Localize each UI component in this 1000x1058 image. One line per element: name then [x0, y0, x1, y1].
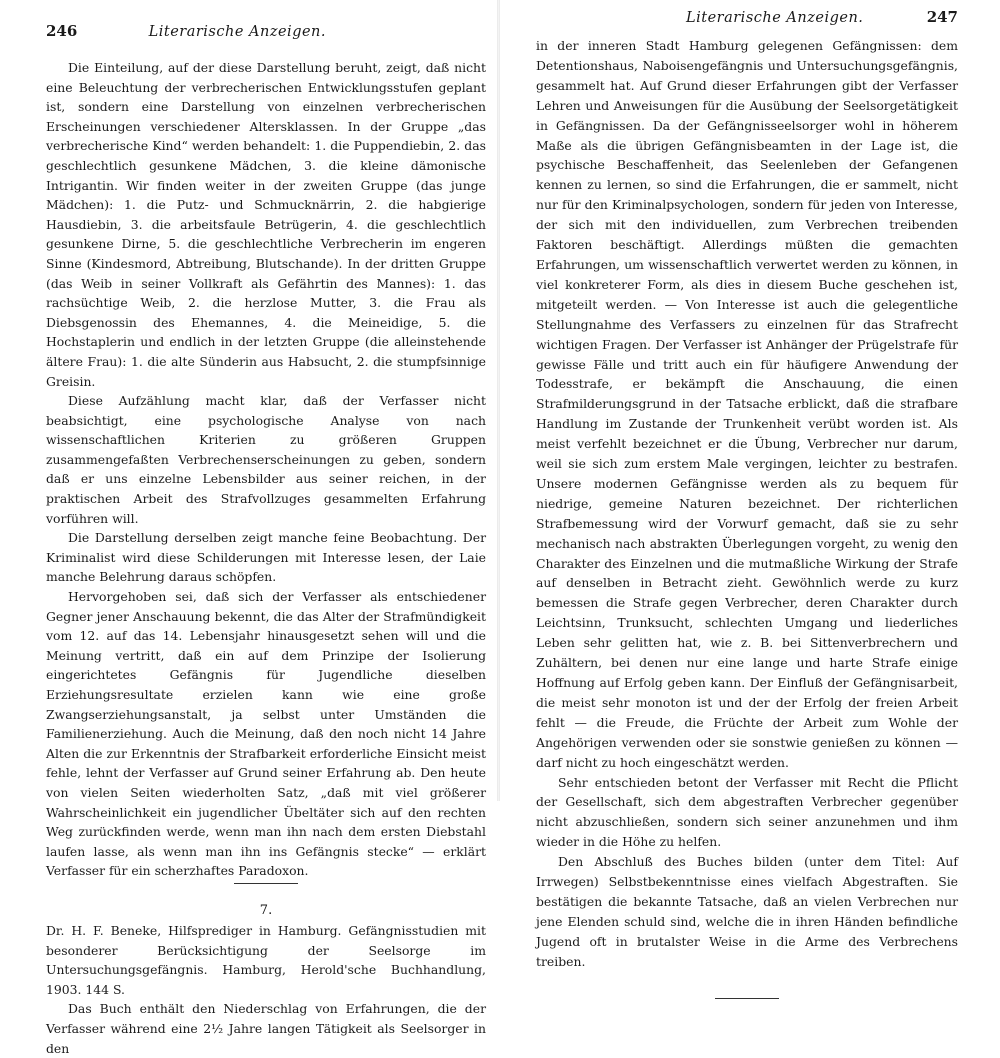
- right-page-number: 247: [926, 8, 958, 26]
- right-page-header: [536, 8, 958, 30]
- review-heading: Dr. H. F. Beneke, Hilfsprediger in Hamburg. Gefängnisstudien mit besonderer Berücksichtigung der Seelsorge im Untersuchungsgefängnis. Hamburg, Herold'sche Buchhandlung, 1903. 144 S.: [46, 922, 486, 997]
- left-page-header: [46, 22, 486, 44]
- right-paragraph-2: Sehr entschieden betont der Verfasser mit Recht die Pflicht der Gesellschaft, sich dem abgestraften Verbrecher gegenüber nicht abzuschließen, sondern sich seiner anzunehmen und ihm wieder in die Höhe zu helfen.: [536, 774, 958, 850]
- left-running-head: Literarische Anzeigen.: [148, 24, 326, 40]
- right-paragraph-3: Den Abschluß des Buches bilden (unter dem Titel: Auf Irrwegen) Selbstbekenntnisse eines vielfach Abgestraften. Sie bestätigen die bekannte Tatsache, daß an vielen Verbrechen nur jene Elenden schuld sind, welche die in ihren Händen befindliche Jugend oft in brutalster Weise in die Arme des Verbrechens treiben.: [536, 854, 958, 969]
- left-paragraph-1: Die Einteilung, auf der diese Darstellung beruht, zeigt, daß nicht eine Beleuchtung der verbrecherischen Entwicklungsstufen geplant ist, sondern eine Darstellung von einzelnen verbrecherischen Erscheinungen verschiedener Altersklassen. In der Gruppe „das verbrecherische Kind“ werden behandelt: 1. die Puppendiebin, 2. das geschlechtlich gesunkene Mädchen, 3. die kleine dämonische Intrigantin. Wir finden weiter in der zweiten Gruppe (das junge Mädchen): 1. die Putz- und Schmucknärrin, 2. die habgierige Hausdiebin, 3. die arbeitsfaule Betrügerin, 4. die geschlechtlich gesunkene Dirne, 5. die geschlechtliche Verbrecherin im engeren Sinne (Kindesmord, Abtreibung, Blutschande). In der dritten Gruppe (das Weib in seiner Vollkraft als Gefährtin des Mannes): 1. das rachsüchtige Weib, 2. die herzlose Mutter, 3. die Frau als Diebsgenossin des Ehemannes, 4. die Meineidige, 5. die Hochstaplerin und endlich in der letzten Gruppe (die alleinstehende ältere Frau): 1. die alte Sünderin aus Habsucht, 2. die stumpfsinnige Greisin.: [46, 60, 486, 389]
- section-number: 7.: [259, 902, 273, 918]
- section-divider: [46, 883, 486, 897]
- right-running-head: Literarische Anzeigen.: [686, 10, 864, 26]
- left-closing-paragraph: Das Buch enthält den Niederschlag von Erfahrungen, die der Verfasser während eine 2½ Jahre langen Tätigkeit als Seelsorger in den: [46, 1001, 486, 1056]
- left-page: [0, 0, 500, 1056]
- right-paragraph-1: in der inneren Stadt Hamburg gelegenen Gefängnissen: dem Detentionshaus, Naboisengefängnis und Untersuchungsgefängnis, gesammelt hat. Auf Grund dieser Erfahrungen gibt der Verfasser Lehren und Anweisungen für die Ausübung der Seelsorgetätigkeit in Gefängnissen. Da der Gefängnisseelsorger wohl in höherem Maße als die übrigen Gefängnisbeamten in der Lage ist, die psychische Beschaffenheit, das Seelenleben der Gefangenen kennen zu lernen, so sind die Erfahrungen, die er sammelt, nicht nur für den Kriminalpsychologen, sondern für jeden von Interesse, der sich mit den individuellen, zum Verbrechen treibenden Faktoren beschäftigt. Allerdings müßten die gemachten Erfahrungen, um wissenschaftlich verwertet werden zu können, in viel konkreterer Form, als dies in diesem Buche geschehen ist, mitgeteilt werden. — Von Interesse ist auch die gelegentliche Stellungnahme des Verfassers zu einzelnen für das Strafrecht wichtigen Fragen. Der Verfasser ist Anhänger der Prügelstrafe für gewisse Fälle und tritt auch ein für häufigere Anwendung der Todesstrafe, er bekämpft die Anschauung, die einen Strafmilderungsgrund in der Tatsache erblickt, daß die strafbare Handlung im Zustande der Trunkenheit verübt worden ist. Als meist verfehlt bezeichnet er die Übung, Verbrecher nur darum, weil sie sich zum erstem Male vergingen, leichter zu bestrafen. Unsere modernen Gefängnisse werden als zu bequem für niedrige, gemeine Naturen bezeichnet. Der richterlichen Strafbemessung wird der Vorwurf gemacht, daß sie zu sehr mechanisch nach abstrakten Überlegungen vorgeht, zu wenig den Charakter des Einzelnen und die mutmaßliche Wirkung der Strafe auf denselben in Betracht zieht. Gewöhnlich werde zu kurz bemessen die Strafe gegen Verbrecher, deren Charakter durch Leichtsinn, Trunksucht, schlechten Umgang und liederliches Leben sehr gelitten hat, wie z. B. bei Sittenverbrechern und Zuhältern, bei denen nur eine lange und harte Strafe einige Hoffnung auf Erfolg geben kann. Der Einfluß der Gefängnisarbeit, die meist sehr monoton ist und der der Erfolg der freien Arbeit fehlt — die Freude, die Früchte der Arbeit zum Wohle der Angehörigen verwenden oder sie sonstwie genießen zu können — darf nicht zu hoch eingeschätzt werden.: [536, 38, 958, 770]
- right-page: [500, 0, 1000, 969]
- left-paragraph-2: Diese Aufzählung macht klar, daß der Verfasser nicht beabsichtigt, eine psychologische Analyse von nach wissenschaftlichen Kriterien zu größeren Gruppen zusammengefaßten Verbrechenserscheinungen zu geben, sondern daß er uns einzelne Lebensbilder aus seiner reichen, in der praktischen Arbeit des Strafvollzuges gesammelten Erfahrung vorführen will.: [46, 393, 486, 526]
- left-page-number: 246: [46, 22, 78, 40]
- end-rule: [715, 998, 779, 999]
- left-paragraph-3: Die Darstellung derselben zeigt manche feine Beobachtung. Der Kriminalist wird diese Schilderungen mit Interesse lesen, der Laie manche Belehrung daraus schöpfen.: [46, 530, 486, 585]
- left-paragraph-4: Hervorgehoben sei, daß sich der Verfasser als entschiedener Gegner jener Anschauung bekennt, die das Alter der Strafmündigkeit vom 12. auf das 14. Lebensjahr hinausgesetzt sehen will und die Meinung vertritt, daß ein auf dem Prinzipe der Isolierung eingerichtetes Gefängnis für Jugendliche dieselben Erziehungsresultate erzielen kann wie eine große Zwangserziehungsanstalt, ja selbst unter Umständen die Familienerziehung. Auch die Meinung, daß den noch nicht 14 Jahre Alten die zur Erkenntnis der Strafbarkeit erforderliche Einsicht meist fehle, lehnt der Verfasser auf Grund seiner Erfahrung ab. Den heute von vielen Seiten wiederholten Satz, „daß mit viel größerer Wahrscheinlichkeit ein jugendlicher Übeltäter sich auf den rechten Weg zurückfinden werde, wenn man ihn nach dem ersten Diebstahl laufen lasse, als wenn man ihn ins Gefängnis stecke“ — erklärt Verfasser für ein scherzhaftes Paradoxon.: [46, 589, 486, 879]
